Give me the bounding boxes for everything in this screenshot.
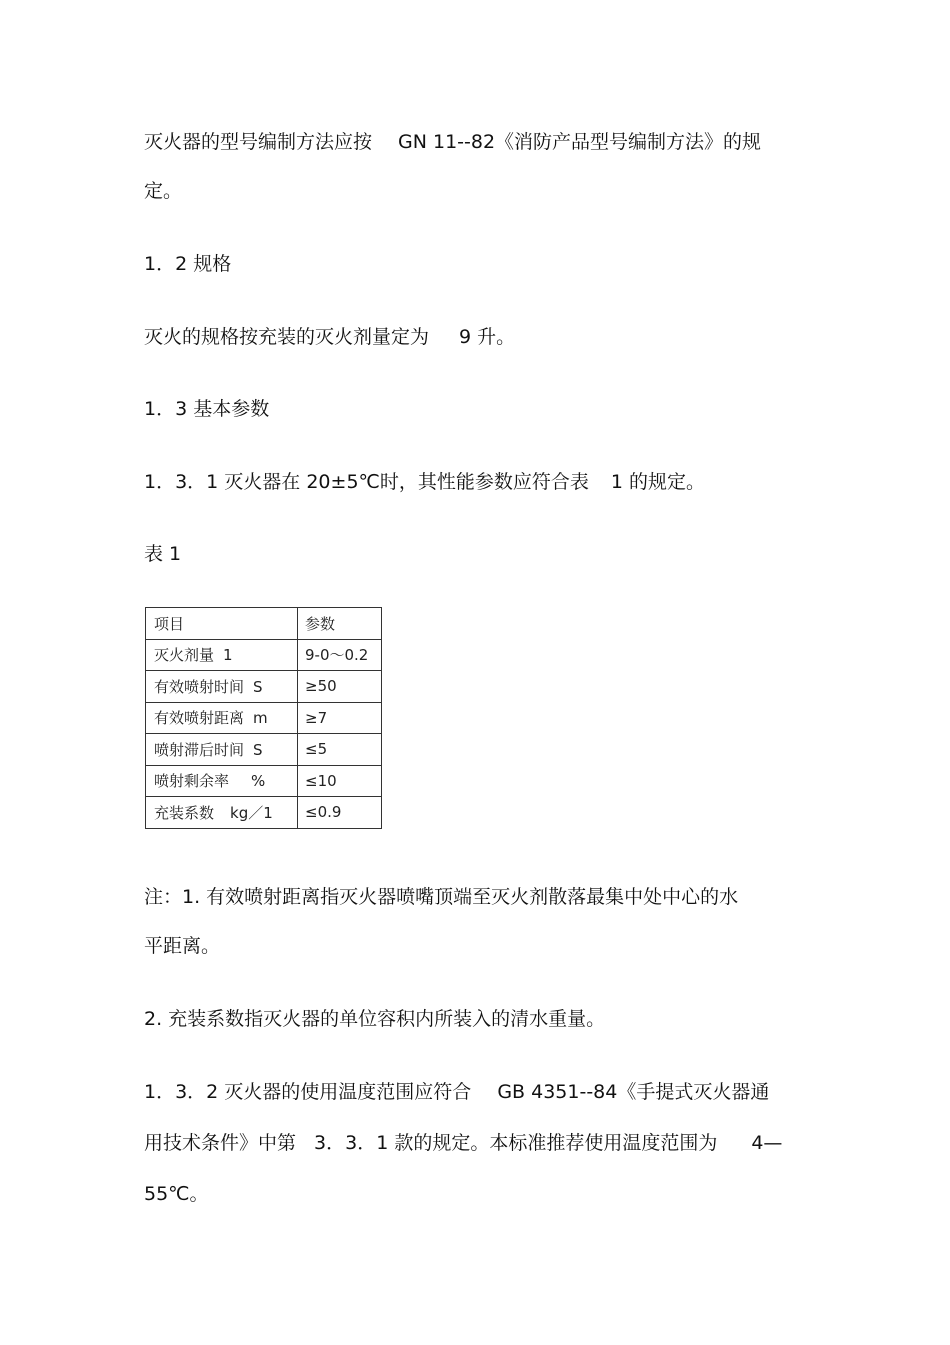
header-item: 项目: [146, 608, 298, 640]
row-unit: m: [253, 709, 268, 728]
note-1-cont: [144, 934, 220, 958]
text-segment: 用技术条件》中第: [144, 1132, 297, 1154]
note-1: [144, 885, 738, 909]
section-heading-spec: [144, 252, 231, 276]
table-caption: [144, 542, 181, 566]
table-row: [146, 797, 382, 829]
text-segment: 55℃。: [144, 1183, 209, 1205]
row-name-cell: [146, 671, 298, 703]
heading-text: 1．3 基本参数: [144, 398, 270, 420]
paragraph-temperature: [144, 1080, 769, 1104]
row-unit: kg／1: [230, 803, 273, 822]
text-segment: GB 4351--84《手提式灭火器通: [497, 1081, 770, 1103]
text-segment: 定。: [144, 180, 183, 202]
paragraph-model-naming-cont: [144, 179, 182, 203]
text-segment: GN 11--82《消防产品型号编制方法》的规: [398, 131, 762, 153]
section-heading-params: [144, 397, 269, 421]
row-name: 喷射剩余率: [154, 772, 230, 791]
note-text: 2. 充装系数指灭火器的单位容积内所装入的清水重量。: [144, 1008, 606, 1030]
row-name-cell: [146, 639, 298, 671]
table-row: [146, 639, 382, 671]
row-value: ≤5: [298, 734, 382, 766]
parameter-table: [145, 607, 382, 829]
row-value: ≤10: [298, 765, 382, 797]
note-text: 注：1. 有效喷射距离指灭火器喷嘴顶端至灭火剂散落最集中处中心的水: [144, 886, 739, 908]
row-value: ≥50: [298, 671, 382, 703]
row-name-cell: [146, 765, 298, 797]
paragraph-params: [144, 470, 705, 494]
text-segment: 灭火器的型号编制方法应按: [144, 131, 373, 153]
paragraph-temperature-cont: [144, 1131, 782, 1155]
text-segment: 1．3．1 灭火器在 20±5℃时，其性能参数应符合表: [144, 471, 589, 493]
text-segment: 4—: [751, 1132, 783, 1154]
table-row: [146, 671, 382, 703]
text-segment: 9 升。: [459, 326, 516, 348]
paragraph-spec: [144, 325, 515, 349]
row-value: ≥7: [298, 702, 382, 734]
row-name: 喷射滞后时间: [154, 740, 245, 759]
row-value: 9-0～0.2: [298, 639, 382, 671]
text-segment: 1 的规定。: [610, 471, 706, 493]
row-name-cell: [146, 734, 298, 766]
note-2: [144, 1007, 605, 1031]
row-unit: S: [253, 740, 263, 759]
heading-text: 1．2 规格: [144, 253, 232, 275]
row-unit: %: [251, 772, 266, 791]
row-name: 有效喷射时间: [154, 677, 245, 696]
table-row: [146, 702, 382, 734]
table-row: [146, 765, 382, 797]
text-segment: 1．3．2 灭火器的使用温度范围应符合: [144, 1081, 472, 1103]
row-unit: 1: [223, 646, 233, 665]
row-value: ≤0.9: [298, 797, 382, 829]
row-name: 充装系数: [154, 803, 215, 822]
row-unit: S: [253, 677, 263, 696]
paragraph-temperature-end: [144, 1182, 209, 1206]
row-name: 灭火剂量: [154, 646, 215, 665]
paragraph-model-naming: [144, 130, 761, 154]
table-row: [146, 734, 382, 766]
row-name-cell: [146, 797, 298, 829]
header-param: 参数: [298, 608, 382, 640]
table-header-row: [146, 608, 382, 640]
text-segment: 3．3．1 款的规定。本标准推荐使用温度范围为: [314, 1132, 718, 1154]
row-name-cell: [146, 702, 298, 734]
caption-text: 表 1: [144, 543, 182, 565]
row-name: 有效喷射距离: [154, 709, 245, 728]
text-segment: 灭火的规格按充装的灭火剂量定为: [144, 326, 430, 348]
note-text: 平距离。: [144, 935, 221, 957]
